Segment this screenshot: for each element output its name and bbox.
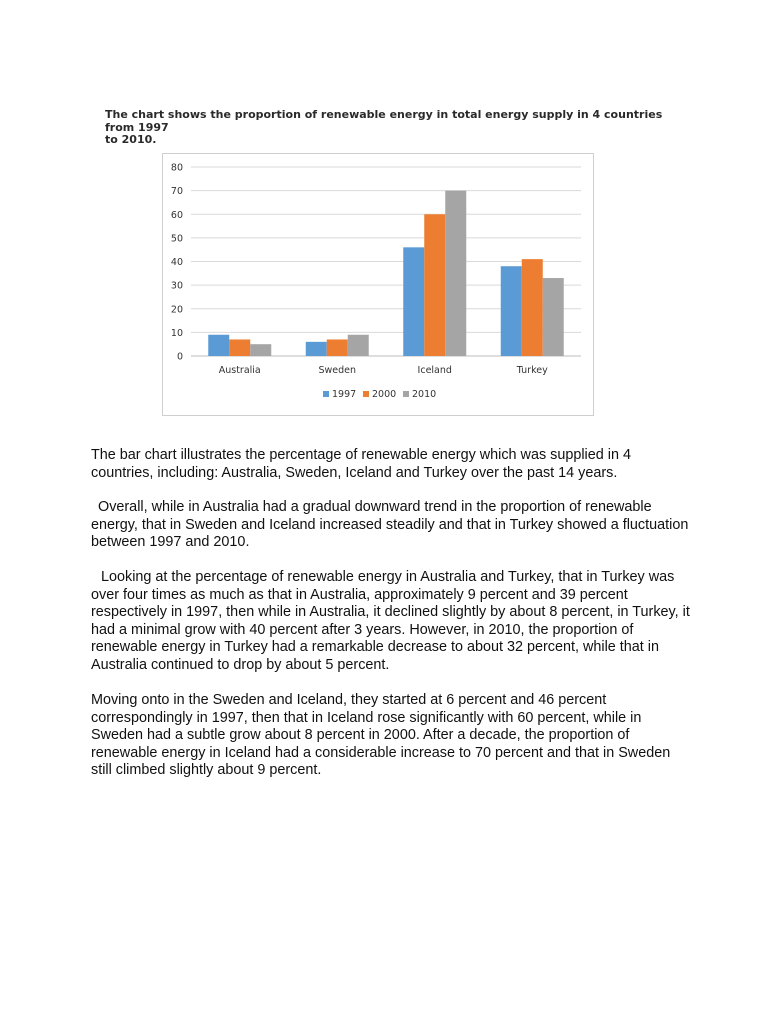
bar-turkey-1997	[501, 266, 522, 356]
bar-sweden-2010	[348, 335, 369, 356]
paragraph-introduction: The bar chart illustrates the percentage of renewable energy which was supplied in 4 countries, including: Australia, Sweden, Iceland and Turkey over the past 14 years.	[91, 447, 631, 481]
legend-swatch-2000	[363, 391, 369, 397]
chart-heading-line-2: to 2010.	[105, 133, 157, 146]
bar-iceland-2010	[445, 191, 466, 356]
paragraph-australia-turkey: Looking at the percentage of renewable energy in Australia and Turkey, that in Turkey was over four times as much as that in Australia, approximately 9 percent and 39 percent respectively in 1997, then while in Australia, it declined slightly by about 8 percent, in Turkey, it had a minimal grow with 40 percent after 3 years. However, in 2010, the proportion of renewable energy in Turkey had a remarkable decrease to about 32 percent, while that in Australia continued to drop by about 5 percent.	[91, 569, 690, 673]
paragraph-sweden-iceland: Moving onto in the Sweden and Iceland, they started at 6 percent and 46 percent correspondingly in 1997, then that in Iceland rose significantly with 60 percent, while in Sweden had a subtle grow about 8 percent in 2000. After a decade, the proportion of renewable energy in Iceland had a considerable increase to 70 percent and that in Sweden still climbed slightly about 9 percent.	[91, 692, 671, 779]
legend-label-1997: 1997	[332, 389, 357, 400]
legend-swatch-2010	[403, 391, 409, 397]
y-tick-label-0: 0	[176, 351, 183, 363]
x-tick-label-turkey: Turkey	[516, 365, 548, 376]
bar-iceland-1997	[403, 247, 424, 356]
x-tick-label-iceland: Iceland	[417, 365, 452, 376]
y-tick-label-20: 20	[170, 304, 183, 316]
x-tick-label-sweden: Sweden	[318, 365, 357, 376]
chart-heading-line-1: The chart shows the proportion of renewable energy in total energy supply in 4 countries from 1997	[105, 108, 663, 134]
y-tick-label-60: 60	[170, 209, 183, 221]
y-tick-label-80: 80	[170, 162, 183, 174]
bar-chart	[162, 153, 594, 416]
bar-sweden-1997	[306, 342, 327, 356]
bar-turkey-2010	[543, 278, 564, 356]
bar-australia-1997	[208, 335, 229, 356]
y-tick-label-40: 40	[170, 257, 183, 268]
bar-australia-2010	[250, 344, 271, 356]
bar-iceland-2000	[424, 214, 445, 356]
legend-label-2000: 2000	[372, 389, 397, 400]
y-tick-label-30: 30	[170, 280, 183, 292]
legend-swatch-1997	[323, 391, 329, 397]
x-tick-label-australia: Australia	[218, 365, 261, 376]
paragraph-overview: Overall, while in Australia had a gradual downward trend in the proportion of renewable energy, that in Sweden and Iceland increased steadily and that in Turkey showed a fluctuation between 1997 and 2010.	[91, 499, 689, 551]
y-tick-label-10: 10	[170, 327, 183, 339]
bar-australia-2000	[229, 339, 250, 356]
y-tick-label-70: 70	[170, 186, 183, 198]
bar-chart-canvas	[163, 154, 593, 415]
bar-turkey-2000	[522, 259, 543, 356]
y-tick-label-50: 50	[170, 233, 183, 245]
bar-sweden-2000	[327, 339, 348, 356]
legend-label-2010: 2010	[412, 389, 437, 400]
